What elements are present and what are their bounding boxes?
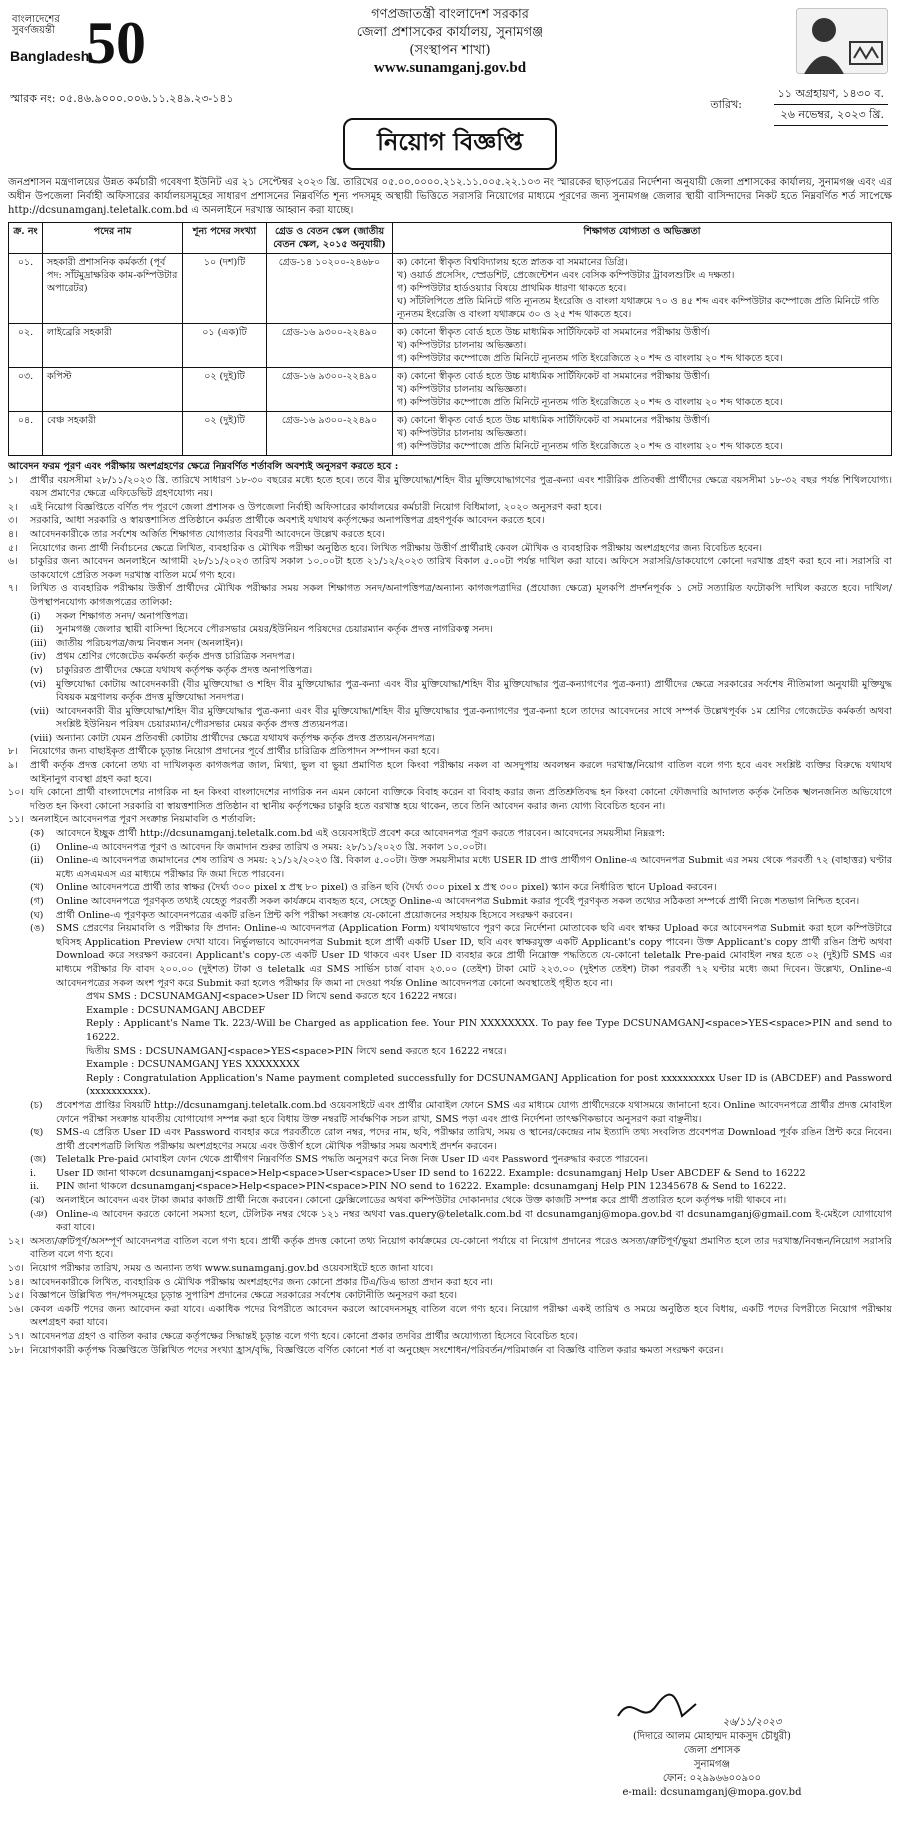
- header-post: পদের নাম: [43, 223, 183, 254]
- document-item-number: (v): [30, 664, 43, 676]
- row-post: বেঞ্চ সহকারী: [43, 412, 183, 456]
- online-rule-item-number: (ঝ): [30, 1195, 45, 1207]
- row-qualifications: [393, 412, 892, 456]
- date-block: [774, 84, 888, 126]
- row-count: ০২ (দুই)টি: [183, 412, 267, 456]
- condition-item: [8, 582, 892, 609]
- row-serial: ০১.: [9, 254, 43, 324]
- sms-instruction-line: প্রথম SMS : DCSUNAMGANJ<space>User ID লিখে send করতে হবে 16222 নম্বরে।: [86, 991, 457, 1003]
- online-rule-item: [30, 1153, 892, 1167]
- document-item-text: সকল শিক্ষাগত সনদ/ অনাপত্তিপত্র।: [56, 610, 189, 622]
- document-item-number: (iii): [30, 637, 47, 649]
- sms-instruction-line: Example : DCSUNAMGANJ ABCDEF: [86, 1004, 266, 1016]
- office-header: [248, 6, 652, 77]
- document-item-number: (viii): [30, 732, 53, 744]
- online-rule-item-number: (ছ): [30, 1127, 44, 1139]
- condition-item-number: ৮।: [8, 746, 18, 758]
- qualification-item: ঘ) সাঁটলিপিতে প্রতি মিনিটে গতি ন্যূনতম ইংরেজি ও বাংলা যথাক্রমে ৭০ ও ৪৫ শব্দ এবং কম্পিউটার কম্পোজে প্রতি মিনিটে গতি ন্যূনতম ইংরেজি ও বাংলা যথাক্রমে ৩০ ও ২৫ শব্দ থাকতে হবে।: [397, 296, 880, 320]
- row-count: ১০ (দশ)টি: [183, 254, 267, 324]
- condition-item: [8, 501, 892, 515]
- document-item-number: (iv): [30, 651, 46, 663]
- qualification-item: গ) কম্পিউটার কম্পোজে প্রতি মিনিটে ন্যূনতম গতি ইংরেজিতে ২০ শব্দ ও বাংলায় ২০ শব্দ থাকতে হবে।: [397, 353, 783, 364]
- condition-item-text: অসত্য/ত্রুটিপূর্ণ/অসম্পূর্ণ আবেদনপত্র বাতিল বলে গণ্য হবে। প্রার্থী কর্তৃক প্রদত্ত কোনো তথ্য নিয়োগ কার্যক্রমের যে-কোনো পর্যায়ে বা নিয়োগ প্রদানের পরেও অসত্য/ত্রুটিপূর্ণ/ভুয়া প্রমাণিত হলে তার দরখাস্ত/নিবন্ধন/নিয়োগ সরাসরি বাতিল বলে গণ্য হবে।: [30, 1235, 892, 1261]
- header-grade: গ্রেড ও বেতন স্কেল (জাতীয় বেতন স্কেল, ২০১৫ অনুযায়ী): [267, 223, 393, 254]
- condition-item-number: ১৫।: [8, 1290, 24, 1302]
- logo-country: Bangladesh: [10, 48, 90, 64]
- header-qualification: শিক্ষাগত যোগ্যতা ও অভিজ্ঞতা: [393, 223, 892, 254]
- online-rule-item-text: অনলাইনে আবেদন এবং টাকা জমার কাজটি প্রার্থী নিজে করবেন। কোনো ফ্লেক্সিলোডের অথবা কম্পিউটার দোকানদার থেকে উক্ত কাজটি সম্পন্ন করে প্রার্থী প্রতারিত হলে কর্তৃপক্ষ দায়ী থাকবে না।: [56, 1195, 787, 1207]
- job-circular: [8, 6, 892, 1814]
- condition-item-number: ১২।: [8, 1235, 24, 1247]
- condition-item-number: ১৪।: [8, 1276, 24, 1288]
- document-item: [30, 664, 892, 678]
- online-rule-item-text: SMS-এ প্রেরিত User ID এবং Password ব্যবহার করে পরবর্তীতে রোল নম্বর, পদের নাম, ছবি, পরীক্ষার তারিখ, সময় ও স্থানের/কেন্দ্রের নাম ইত্যাদি তথ্য সংবলিত প্রবেশপত্র Download পূর্বক রঙিন প্রিন্ট করে নিবেন। প্রার্থী প্রবেশপত্রটি লিখিত পরীক্ষায় অংশগ্রহণের সময়ে এবং উত্তীর্ণ হলে মৌখিক পরীক্ষার সময় অবশ্যই প্রদর্শন করবেন।: [56, 1127, 892, 1152]
- date-english: ২৬ নভেম্বর, ২০২৩ খ্রি.: [774, 105, 888, 126]
- online-rule-item: [30, 827, 892, 841]
- condition-item-text: বিজ্ঞাপনে উল্লিখিত পদ/পদসমূহের চূড়ান্ত সুপারিশ প্রদানের ক্ষেত্রে সরকারের সর্বশেষ কোটানীতি অনুসরণ করা হবে।: [30, 1290, 458, 1302]
- condition-item-text: যদি কোনো প্রার্থী বাংলাদেশের নাগরিক না হন কিংবা বাংলাদেশের নাগরিক নন এমন কোনো ব্যক্তিকে বিবাহ করেন বা বিবাহ করার জন্য প্রতিশ্রুতিবদ্ধ হন কিংবা কোনো ফৌজদারি আদালত কর্তৃক নৈতিক স্খলনজনিত অভিযোগে দণ্ডিত হন কিংবা কোনো সরকারি বা স্বায়ত্তশাসিত প্রতিষ্ঠান বা স্থানীয় কর্তৃপক্ষের চাকুরি হতে বরখাস্ত হয়ে থাকেন, তবে তিনি আবেদন করার জন্য যোগ্য বিবেচিত হবেন না।: [30, 787, 892, 812]
- condition-item-text: কেবল একটি পদের জন্য আবেদন করা যাবে। একাধিক পদের বিপরীতে আবেদন করলে আবেদনসমূহ বাতিল বলে গণ্য হবে। নিয়োগ পরীক্ষা একই তারিখ ও সময়ে অনুষ্ঠিত হবে বিধায়, একটি পদের বিপরীতে নিয়োগ পরীক্ষায় অংশগ্রহণ করা যাবে।: [30, 1303, 892, 1329]
- condition-item-number: ১৮।: [8, 1344, 24, 1356]
- conditions: [8, 460, 892, 1357]
- online-rule-item: [30, 1099, 892, 1126]
- online-rule-item-number: (ii): [30, 855, 44, 867]
- condition-item-number: ১১।: [8, 814, 24, 826]
- condition-item-text: সরকারি, আধা সরকারি ও স্বায়ত্তশাসিত প্রতিষ্ঠানে কর্মরত প্রার্থীকে অবশ্যই যথাযথ কর্তৃপক্ষের অনাপত্তিপত্র গ্রহণপূর্বক আবেদন করতে হবে।: [30, 515, 545, 527]
- row-grade: গ্রেড-১৬ ৯৩০০-২২৪৯০: [267, 324, 393, 368]
- condition-item-text: আবেদনকারীকে লিখিত, ব্যবহারিক ও মৌখিক পরীক্ষায় অংশগ্রহণের জন্য কোনো প্রকার টিএ/ডিএ ভাতা প্রদান করা হবে না।: [30, 1276, 493, 1288]
- table-row: [9, 254, 892, 324]
- document-item: [30, 732, 892, 746]
- document-item-number: (vii): [30, 705, 50, 717]
- condition-item: [8, 1330, 892, 1344]
- contact-phone: ফোন: ০২৯৯৬৬০০৯০০: [662, 1773, 762, 1784]
- row-qualifications: [393, 254, 892, 324]
- sms-instruction-line: Reply : Applicant's Name Tk. 223/-Will be Charged as application fee. Your PIN XXXXXXXX. To pay fee Type DCSUNAMGANJ<space>YES<space>PIN and send to 16222.: [86, 1018, 892, 1043]
- condition-item: [8, 786, 892, 813]
- condition-item-number: ৩।: [8, 515, 18, 527]
- qualification-item: খ) কম্পিউটার চালনায় অভিজ্ঞতা।: [397, 340, 527, 351]
- condition-item: [8, 759, 892, 786]
- condition-item: [8, 1235, 892, 1262]
- condition-item-text: এই নিয়োগ বিজ্ঞপ্তিতে বর্ণিত পদ পূরণে জেলা প্রশাসক ও উপজেলা নির্বাহী অফিসারের কার্যালয়ের কর্মচারী নিয়োগ বিধিমালা, ২০২০ অনুসরণ করা হবে।: [30, 501, 602, 513]
- condition-item: [8, 474, 892, 501]
- online-rule-item: [30, 895, 892, 909]
- online-rule-item: [30, 1208, 892, 1235]
- condition-item: [8, 528, 892, 542]
- qualification-item: ক) কোনো স্বীকৃত বিশ্ববিদ্যালয় হতে স্নাতক বা সমমানের ডিগ্রি।: [397, 257, 628, 268]
- row-grade: গ্রেড-১৪ ১০২০০-২৪৬৮০: [267, 254, 393, 324]
- document-item: [30, 610, 892, 624]
- condition-item-text: প্রার্থীর বয়সসীমা ২৮/১১/২০২৩ খ্রি. তারিখে সাধারণ ১৮-৩০ বছরের মধ্যে হতে হবে। তবে বীর মুক্তিযোদ্ধা/শহিদ বীর মুক্তিযোদ্ধাগণের পুত্র-কন্যা এবং শারীরিক প্রতিবন্ধী প্রার্থীদের ক্ষেত্রে বয়সসীমা ১৮-৩২ বছর পর্যন্ত শিথিলযোগ্য। বয়স প্রমাণের ক্ষেত্রে এফিডেভিট গ্রহণযোগ্য নয়।: [30, 474, 892, 500]
- document-item: [30, 678, 892, 705]
- online-rule-item-text: প্রবেশপত্র প্রাপ্তির বিষয়টি http://dcsunamganj.teletalk.com.bd ওয়েবসাইটে এবং প্রার্থীর মোবাইল ফোনে SMS এর মাধ্যমে যোগ্য প্রার্থীদেরকে যথাসময়ে জানানো হবে। Online আবেদনপত্রে প্রার্থীর প্রদত্ত মোবাইল ফোনে পরীক্ষা সংক্রান্ত যাবতীয় যোগাযোগ সম্পন্ন করা হবে বিধায় উক্ত নম্বরটি সার্বক্ষণিক সচল রাখা, SMS পড়া এবং প্রাপ্ত নির্দেশনা তাৎক্ষণিকভাবে অনুসরণ করা বাঞ্ছনীয়।: [56, 1099, 892, 1125]
- condition-item-text: নিয়োগকারী কর্তৃপক্ষ বিজ্ঞপ্তিতে উল্লিখিত পদের সংখ্যা হ্রাস/বৃদ্ধি, বিজ্ঞপ্তিতে বর্ণিত কোনো শর্ত বা অনুচ্ছেদ সংশোধন/পরিবর্তন/পরিমার্জন বা বিজ্ঞপ্তি বাতিল করার ক্ষমতা সংরক্ষণ করেন।: [30, 1344, 724, 1356]
- date-bangla: ১১ অগ্রহায়ণ, ১৪৩০ ব.: [774, 84, 888, 105]
- condition-item: [8, 555, 892, 582]
- condition-item: [8, 1303, 892, 1330]
- online-rule-item: [30, 854, 892, 881]
- online-rule-item-number: i.: [30, 1167, 37, 1179]
- online-rule-item-text: SMS প্রেরণের নিয়মাবলি ও পরীক্ষার ফি প্রদান: Online-এ আবেদনপত্র (Application Form) যথাযথভাবে পূরণ করে নির্দেশনা মোতাবেক ছবি এবং স্বাক্ষর Upload করে আবেদনপত্র Submit করা হলে কম্পিউটারে ছবিসহ Application Preview দেখা যাবে। নির্ভুলভাবে আবেদনপত্র Submit হলে প্রার্থী একটি User ID, ছবি এবং স্বাক্ষরযুক্ত একটি Applicant's copy পাবেন। উক্ত Applicant's copy প্রার্থী রঙিন প্রিন্ট অথবা Download করে সংরক্ষণ করবেন। Applicant's copy-তে একটি User ID থাকবে এবং User ID ব্যবহার করে প্রার্থী নিম্নোক্ত পদ্ধতিতে যে-কোনো teletalk Pre-paid মোবাইল নম্বর হতে ০২ (দুই)টি SMS এর মাধ্যমে পরীক্ষার ফি বাবদ ২০০.০০ (দুইশত) টাকা ও teletalk এর SMS সার্ভিস চার্জ বাবদ ২৩.০০ (তেইশ) টাকা মোট ২২৩.০০ (দুইশত তেইশ) টাকা পরবর্তী ৭২ ঘণ্টার মধ্যে জমা দিবেন। উল্লেখ্য, Online-এ আবেদনপত্রের সকল অংশ পূরণ করে Submit করা হলেও পরীক্ষার ফি জমা না দেওয়া পর্যন্ত Online আবেদনপত্র কোনো অবস্থাতেই গৃহীত হবে না।: [56, 923, 892, 989]
- online-rule-item-text: আবেদনে ইচ্ছুক প্রার্থী http://dcsunamganj.teletalk.com.bd এই ওয়েবসাইটে প্রবেশ করে আবেদনপত্র পূরণ করতে পারবেন। আবেদনের সময়সীমা নিম্নরূপ:: [56, 828, 665, 840]
- portrait-emblem-icon: [796, 8, 888, 74]
- condition-item-number: ৬।: [8, 556, 18, 568]
- document-item-number: (vi): [30, 678, 46, 690]
- table-row: [9, 324, 892, 368]
- condition-item: [8, 1276, 892, 1290]
- sms-instruction-line: দ্বিতীয় SMS : DCSUNAMGANJ<space>YES<space>PIN লিখে send করতে হবে 16222 নম্বরে।: [86, 1045, 507, 1057]
- online-rule-item-text: Online আবেদনপত্রে পূরণকৃত তথ্যই যেহেতু পরবর্তী সকল কার্যক্রমে ব্যবহৃত হবে, সেহেতু Online-এ আবেদনপত্র Submit করার পূর্বেই পূরণকৃত সকল তথ্যের সঠিকতা সম্পর্কে প্রার্থী নিজে শতভাগ নিশ্চিত হবেন।: [56, 896, 860, 907]
- row-qualifications: [393, 324, 892, 368]
- condition-item-text: প্রার্থী কর্তৃক প্রদত্ত কোনো তথ্য বা দাখিলকৃত কাগজপত্র জাল, মিথ্যা, ভুল বা ভুয়া প্রমাণিত হলে কিংবা পরীক্ষায় নকল বা অসদুপায় অবলম্বন করলে দরখাস্ত/নিয়োগ বাতিল বলে গণ্য হবে এবং সংশ্লিষ্ট ব্যক্তির বিরুদ্ধে যথাযথ আইনানুগ ব্যবস্থা গ্রহণ করা হবে।: [30, 760, 892, 785]
- row-grade: গ্রেড-১৬ ৯৩০০-২২৪৯০: [267, 368, 393, 412]
- condition-item-text: নিয়োগের জন্য বাছাইকৃত প্রার্থীকে চূড়ান্ত নিয়োগ প্রদানের পূর্বে প্রার্থীর চারিত্রিক প্রতিপাদন সম্পাদন করা হবে।: [30, 746, 440, 758]
- online-rule-item: [30, 1180, 892, 1194]
- vacancy-table: [8, 222, 892, 456]
- condition-item-number: ১৬।: [8, 1303, 24, 1315]
- online-rule-item-text: Online-এ আবেদন করতে কোনো সমস্যা হলে, টেলিটক নম্বর থেকে ১২১ নম্বর অথবা vas.query@teletalk.com.bd বা dcsunamganj@mopa.gov.bd বা dcsunamganj@gmail.com ই-মেইলে যোগাযোগ করা যাবে।: [56, 1208, 892, 1234]
- condition-item-text: অনলাইনে আবেদনপত্র পূরণ সংক্রান্ত নিয়মাবলি ও শর্তাবলি:: [30, 814, 256, 826]
- row-grade: গ্রেড-১৬ ৯৩০০-২২৪৯০: [267, 412, 393, 456]
- document-item: [30, 650, 892, 664]
- signature-date: ২৬/১১/২০২৩: [722, 1717, 782, 1728]
- condition-item: [8, 542, 892, 556]
- qualification-item: গ) কম্পিউটার কম্পোজে প্রতি মিনিটে ন্যূনতম গতি ইংরেজিতে ২০ শব্দ ও বাংলায় ২০ শব্দ থাকতে হবে।: [397, 397, 783, 408]
- online-rule-item-text: PIN জানা থাকলে dcsunamganj<space>Help<space>PIN<space>PIN NO send to 16222. Example: dcsunamganj Help PIN 12345678 & Send to 16222.: [56, 1181, 787, 1193]
- conditions-heading: আবেদন ফরম পূরণ এবং পরীক্ষায় অংশগ্রহণের ক্ষেত্রে নিম্নবর্ণিত শর্তাবলি অবশ্যই অনুসরণ করতে হবে :: [8, 461, 399, 472]
- qualification-item: খ) কম্পিউটার চালনায় অভিজ্ঞতা।: [397, 384, 527, 395]
- logo-line1: বাংলাদেশের: [12, 14, 60, 25]
- sms-instruction-line: Example : DCSUNAMGANJ YES XXXXXXXX: [86, 1059, 300, 1071]
- logo-line2: সুবর্ণজয়ন্তী: [12, 25, 55, 36]
- row-serial: ০৪.: [9, 412, 43, 456]
- row-serial: ০২.: [9, 324, 43, 368]
- condition-item-text: নিয়োগের জন্য প্রার্থী নির্বাচনের ক্ষেত্রে লিখিত, ব্যবহারিক ও মৌখিক পরীক্ষা অনুষ্ঠিত হবে। লিখিত পরীক্ষায় উত্তীর্ণ প্রার্থীরাই কেবল মৌখিক ও ব্যবহারিক পরীক্ষায় অংশগ্রহণের জন্য বিবেচিত হবেন।: [30, 542, 763, 554]
- qualification-item: গ) কম্পিউটার হার্ডওয়্যার বিষয়ে প্রাথমিক ধারণা থাকতে হবে।: [397, 283, 627, 294]
- row-serial: ০৩.: [9, 368, 43, 412]
- condition-item-number: ১০।: [8, 787, 24, 799]
- condition-item-number: ৪।: [8, 528, 18, 540]
- condition-item: [8, 745, 892, 759]
- header-serial: ক্র. নং: [9, 223, 43, 254]
- online-rule-item: [30, 841, 892, 855]
- table-row: [9, 412, 892, 456]
- signatory-designation: জেলা প্রশাসক: [683, 1745, 741, 1756]
- qualification-item: ক) কোনো স্বীকৃত বোর্ড হতে উচ্চ মাধ্যমিক সার্টিফিকেট বা সমমানের পরীক্ষায় উত্তীর্ণ।: [397, 371, 710, 382]
- document-item: [30, 637, 892, 651]
- qualification-item: গ) কম্পিউটার কম্পোজে প্রতি মিনিটে ন্যূনতম গতি ইংরেজিতে ২০ শব্দ ও বাংলায় ২০ শব্দ থাকতে হবে।: [397, 441, 783, 452]
- row-post: লাইব্রেরি সহকারী: [43, 324, 183, 368]
- condition-item: [8, 1262, 892, 1276]
- qualification-item: খ) ওয়ার্ড প্রসেসিং, স্প্রেডশিট, প্রেজেন্টেশন এবং বেসিক কম্পিউটার ট্রাবলশুটিং এ দক্ষতা।: [397, 270, 735, 281]
- row-post: কপিস্ট: [43, 368, 183, 412]
- condition-item-text: নিয়োগ পরীক্ষার তারিখ, সময় ও অন্যান্য তথ্য www.sunamganj.gov.bd ওয়েবসাইটে হতে জানা যাবে।: [30, 1263, 434, 1275]
- online-rule-item-number: (i): [30, 841, 41, 853]
- condition-item: [8, 514, 892, 528]
- table-row: [9, 368, 892, 412]
- document-item-number: (i): [30, 610, 41, 622]
- qualification-item: ক) কোনো স্বীকৃত বোর্ড হতে উচ্চ মাধ্যমিক সার্টিফিকেট বা সমমানের পরীক্ষায় উত্তীর্ণ।: [397, 327, 710, 338]
- header-count: শূন্য পদের সংখ্যা: [183, 223, 267, 254]
- condition-item-text: চাকুরির জন্য আবেদন অনলাইনে আগামী ২৮/১১/২০২৩ তারিখ সকাল ১০.০০টা হতে ২১/১২/২০২৩ তারিখ বিকাল ৫.০০টা পর্যন্ত দাখিল করা যাবে। অফিসে সরাসরি/ডাকযোগে কোনো দরখাস্ত গ্রহণ করা হবে না। সরাসরি বা ডাকযোগে প্রেরিত সকল দরখাস্ত বাতিল মর্মে গণ্য হবে।: [30, 556, 892, 581]
- office-website: www.sunamganj.gov.bd: [373, 60, 527, 76]
- condition-item-text: আবেদনপত্র গ্রহণ ও বাতিল করার ক্ষেত্রে কর্তৃপক্ষের সিদ্ধান্তই চূড়ান্ত বলে গণ্য হবে। কোনো প্রকার তদবির প্রার্থীর অযোগ্যতা হিসেবে বিবেচিত হবে।: [30, 1331, 578, 1342]
- memo-number: স্মারক নং: ০৫.৪৬.৯০০০.০০৬.১১.২৪৯.২৩-১৪১: [10, 92, 234, 105]
- condition-item-text: লিখিত ও ব্যবহারিক পরীক্ষায় উত্তীর্ণ প্রার্থীদের মৌখিক পরীক্ষার সময় সকল শিক্ষাগত সনদ/অনাপত্তিপত্র/অন্যান্য কাগজপত্রাদির (প্রযোজ্য ক্ষেত্রে) মূলকপি প্রদর্শনপূর্বক ১ সেট সত্যায়িত ফটোকপি দাখিল করতে হবে। দাখিল/উপস্থাপনযোগ্য কাগজপত্রের তালিকা:: [30, 583, 892, 608]
- document-item: [30, 623, 892, 637]
- sms-instruction-line: Reply : Congratulation Application's Name payment completed successfully for DCSUNAMGANJ Application for post xxxxxxxxxx User ID is (ABCDEF) and Password (xxxxxxxxxx).: [86, 1072, 892, 1098]
- contact-email: e-mail: dcsunamganj@mopa.gov.bd: [622, 1787, 802, 1798]
- online-rule-item: [30, 1194, 892, 1208]
- online-rule-item-number: (খ): [30, 882, 44, 894]
- golden-jubilee-logo: [10, 8, 146, 82]
- condition-item-number: ৭।: [8, 583, 18, 595]
- office-name: জেলা প্রশাসকের কার্যালয়, সুনামগঞ্জ: [356, 25, 544, 40]
- online-rule-item-number: (ঞ): [30, 1208, 48, 1220]
- online-rule-item-text: Teletalk Pre-paid মোবাইল ফোন থেকে প্রার্থীগণ নিম্নবর্ণিত SMS পদ্ধতি অনুসরণ করে নিজ নিজ User ID এবং Password পুনরুদ্ধার করতে পারবেন।: [56, 1154, 649, 1166]
- document-item-text: সুনামগঞ্জ জেলার স্থায়ী বাসিন্দা হিসেবে পৌরসভার মেয়র/ইউনিয়ন পরিষদের চেয়ারম্যান কর্তৃক প্রদত্ত নাগরিকত্ব সনদ।: [56, 624, 493, 636]
- row-qualifications: [393, 368, 892, 412]
- online-rule-item-text: Online আবেদনপত্রে প্রার্থী তার স্বাক্ষর (দৈর্ঘ্য ৩০০ pixel x প্রস্থ ৮০ pixel) ও রঙিন ছবি (দৈর্ঘ্য ৩০০ pixel x প্রস্থ ৩০০ pixel) স্ক্যান করে নির্ধারিত স্থানে Upload করবেন।: [56, 882, 717, 894]
- online-rule-item-number: (ক): [30, 828, 45, 840]
- document-item-number: (ii): [30, 624, 44, 636]
- table-header-row: [9, 223, 892, 254]
- online-rule-item-number: ii.: [30, 1181, 40, 1193]
- condition-item-number: ১৭।: [8, 1331, 24, 1342]
- online-rule-item-number: (গ): [30, 896, 44, 907]
- qualification-item: ক) কোনো স্বীকৃত বোর্ড হতে উচ্চ মাধ্যমিক সার্টিফিকেট বা সমমানের পরীক্ষায় উত্তীর্ণ।: [397, 415, 710, 426]
- qualification-item: খ) কম্পিউটার চালনায় অভিজ্ঞতা।: [397, 428, 527, 439]
- online-rule-item-text: Online-এ আবেদনপত্র পূরণ ও আবেদন ফি জমাদান শুরুর তারিখ ও সময়: ২৮/১১/২০২৩ খ্রি. সকাল ১০.০০টা।: [56, 841, 487, 853]
- row-post: সহকারী প্রশাসনিক কর্মকর্তা (পূর্ব পদ: সাঁটমুদ্রাক্ষরিক কাম-কম্পিউটার অপারেটর): [43, 254, 183, 324]
- row-count: ০২ (দুই)টি: [183, 368, 267, 412]
- branch-name: (সংস্থাপন শাখা): [409, 43, 491, 58]
- row-count: ০১ (এক)টি: [183, 324, 267, 368]
- condition-item-number: ৯।: [8, 760, 18, 772]
- government-name: গণপ্রজাতন্ত্রী বাংলাদেশ সরকার: [371, 7, 529, 22]
- online-rule-item: [30, 909, 892, 923]
- document-item-text: অন্যান্য কোটা যেমন প্রতিবন্ধী কোটায় প্রার্থীদের ক্ষেত্রে যথাযথ কর্তৃপক্ষ কর্তৃক প্রদত্ত প্রত্যয়ন/সনদপত্র।: [56, 732, 435, 744]
- document-item-text: জাতীয় পরিচয়পত্র/জন্ম নিবন্ধন সনদ (অনলাইন)।: [56, 637, 243, 649]
- notice-title: নিয়োগ বিজ্ঞপ্তি: [343, 118, 557, 170]
- condition-item-number: ২।: [8, 501, 18, 513]
- condition-item: [8, 1289, 892, 1303]
- signature-block: [592, 1686, 832, 1800]
- document-item-text: আবেদনকারী বীর মুক্তিযোদ্ধা/শহিদ বীর মুক্তিযোদ্ধার পুত্র-কন্যা এবং বীর মুক্তিযোদ্ধা/শহিদ বীর মুক্তিযোদ্ধার পুত্র-কন্যাগণের পুত্র-কন্যা হলে তাদের আবেদনের সাথে সম্পর্ক উল্লেখপূর্বক ১ম শ্রেণির গেজেটেড কর্মকর্তা অথবা সংশ্লিষ্ট ইউনিয়ন পরিষদ চেয়ারম্যান/পৌরসভার মেয়র কর্তৃক প্রদত্ত প্রত্যয়নপত্র।: [56, 705, 892, 731]
- signatory-name: (দিদারে আলম মোহাম্মদ মাকসুদ চৌধুরী): [633, 1731, 791, 1742]
- document-item-text: চাকুরিরত প্রার্থীদের ক্ষেত্রে যথাযথ কর্তৃপক্ষ কর্তৃক প্রদত্ত অনাপত্তিপত্র।: [56, 664, 313, 676]
- online-rule-item: [30, 922, 892, 990]
- document-item-text: মুক্তিযোদ্ধা কোটায় আবেদনকারী (বীর মুক্তিযোদ্ধা ও শহিদ বীর মুক্তিযোদ্ধার পুত্র-কন্যা এবং বীর মুক্তিযোদ্ধা/শহিদ বীর মুক্তিযোদ্ধার পুত্র-কন্যাগণের পুত্র-কন্যা) প্রার্থীদের ক্ষেত্রে সরকারের সর্বশেষ নীতিমালা অনুযায়ী মুক্তিযুদ্ধ বিষয়ক মন্ত্রণালয় কর্তৃক প্রদত্ত মুক্তিযোদ্ধা সনদপত্র।: [56, 678, 892, 704]
- online-rule-item: [30, 1126, 892, 1153]
- condition-item: [8, 1344, 892, 1358]
- online-rule-item-text: User ID জানা থাকলে dcsunamganj<space>Help<space>User<space>User ID send to 16222. Example: dcsunamganj Help User ABCDEF & Send to 16222: [56, 1167, 806, 1179]
- date-label: তারিখ:: [710, 98, 742, 111]
- condition-item: [8, 813, 892, 827]
- online-rule-item: [30, 1167, 892, 1181]
- online-rule-item: [30, 881, 892, 895]
- document-item-text: প্রথম শ্রেণির গেজেটেড কর্মকর্তা কর্তৃক প্রদত্ত চারিত্রিক সনদপত্র।: [56, 651, 295, 663]
- condition-item-number: ১৩।: [8, 1263, 24, 1275]
- online-rule-item-number: (চ): [30, 1099, 43, 1111]
- condition-item-number: ৫।: [8, 542, 18, 554]
- online-rule-item-number: (ঘ): [30, 909, 44, 921]
- online-rule-item-number: (জ): [30, 1154, 47, 1166]
- letterhead: [8, 6, 892, 121]
- online-rule-item-text: Online-এ আবেদনপত্র জমাদানের শেষ তারিখ ও সময়: ২১/১২/২০২৩ খ্রি. বিকাল ৫.০০টা। উক্ত সময়সীমার মধ্যে USER ID প্রাপ্ত প্রার্থীগণ Online-এ আবেদনপত্র Submit এর সময় থেকে পরবর্তী ৭২ (বাহাত্তর) ঘণ্টার মধ্যে এসএমএস এর মাধ্যমে পরীক্ষার ফি জমা দিতে পারবেন।: [56, 855, 892, 880]
- document-item: [30, 705, 892, 732]
- logo-number: 50: [86, 10, 146, 76]
- signatory-place: সুনামগঞ্জ: [693, 1759, 731, 1770]
- online-rule-item-number: (ঙ): [30, 923, 45, 935]
- intro-paragraph: জনপ্রশাসন মন্ত্রণালয়ের উন্নত কর্মচারী গবেষণা ইউনিট এর ২১ সেপ্টেম্বর ২০২৩ খ্রি. তারিখের ০৫.০০.০০০০.২১২.১১.০০৫.২২.১০৩ নং স্মারকের ছাড়পত্রের নির্দেশনা অনুযায়ী জেলা প্রশাসকের কার্যালয়, সুনামগঞ্জ এবং এর অধীন উপজেলা নির্বাহী অফিসারের কার্যালয়সমূহের সাধারণ প্রশাসনের নিম্নবর্ণিত শূন্য পদসমূহ অস্থায়ী ভিত্তিতে সরাসরি নিয়োগের মাধ্যমে পূরণের জন্য সুনামগঞ্জ জেলার স্থায়ী বাসিন্দাদের নিকট হতে নিম্নবর্ণিত শর্ত সাপেক্ষে http://dcsunamganj.teletalk.com.bd এ অনলাইনে দরখাস্ত আহ্বান করা যাচ্ছে।: [8, 177, 892, 216]
- online-rule-item-text: প্রার্থী Online-এ পূরণকৃত আবেদনপত্রের একটি রঙিন প্রিন্ট কপি পরীক্ষা সংক্রান্ত যে-কোনো প্রয়োজনের সহায়ক হিসেবে সংরক্ষণ করবেন।: [56, 909, 573, 921]
- condition-item-number: ১।: [8, 474, 18, 486]
- condition-item-text: আবেদনকারীকে তার সর্বশেষ অর্জিত শিক্ষাগত যোগ্যতার বিবরণী আবেদনে উল্লেখ করতে হবে।: [30, 528, 385, 540]
